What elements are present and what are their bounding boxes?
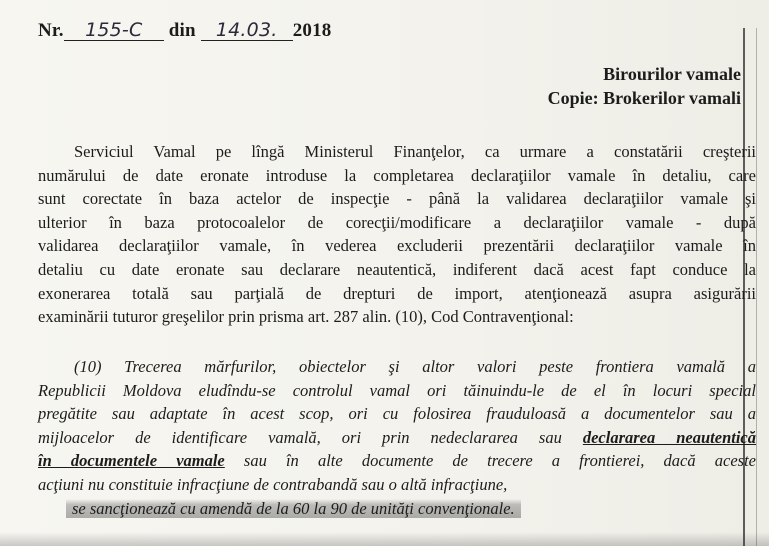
- body-line: numărului de date eronate introduse la completarea declaraţiilor vamale în detaliu, care: [38, 165, 756, 185]
- body-line: exonerarea totală sau parţială de drepturi de import, atenţionează asupra asigurării: [38, 283, 756, 303]
- body-paragraph: [38, 140, 756, 329]
- nr-label: Nr.: [38, 20, 64, 41]
- quote-line: acţiuni nu constituie infracţiune de contrabandă sau o altă infracţiune,: [38, 474, 508, 494]
- din-label: din: [168, 20, 196, 41]
- quote-sanction-line: [38, 497, 756, 521]
- quote-line: [38, 449, 756, 473]
- letter-header: [38, 20, 332, 42]
- body-line: validarea declaraţiilor vamale, în vederea excluderii prezentării declaraţiilor vamale în: [38, 236, 756, 256]
- body-line: detaliu cu date eronate sau declarare neautentică, indiferent dacă acest fapt conduce la: [38, 259, 756, 279]
- emphasis-declarare-neautentica: declararea neautentică: [582, 427, 756, 447]
- quote-line-text: sau în alte documente de trecere a frontierei, dacă aceste: [243, 451, 756, 471]
- body-line: examinării tuturor greşelilor prin prisma art. 287 alin. (10), Cod Contravenţional:: [38, 307, 574, 327]
- quote-line: pregătite sau adaptate în acest scop, ori cu folosirea frauduloasă a documentelor sau a: [38, 404, 756, 424]
- nr-handwritten-value: 155-C: [64, 20, 164, 41]
- quote-line: Republicii Moldova eludîndu-se controlul vamal ori tăinuindu-le de el în locuri special: [38, 380, 756, 400]
- addressee-primary: Birourilor vamale: [603, 64, 741, 84]
- quoted-article: [38, 355, 756, 520]
- quote-line-text: mijloacelor de identificare vamală, ori prin nedeclararea sau: [38, 427, 562, 447]
- date-handwritten-value: 14.03.: [201, 20, 293, 41]
- body-line: Serviciul Vamal pe lîngă Ministerul Finanţelor, ca urmare a constatării creşterii: [74, 142, 756, 161]
- quote-line: [38, 426, 756, 450]
- quote-line: (10) Trecerea mărfurilor, obiectelor şi altor valori peste frontiera vamală a: [74, 357, 756, 376]
- scan-edge-line: [756, 28, 757, 546]
- scan-bottom-shadow: [0, 532, 769, 546]
- body-line: ulterior în baza protocoalelor de corecţii/modificare a declaraţiilor vamale - după: [38, 212, 756, 232]
- emphasis-documente-vamale: în documentele vamale: [38, 451, 225, 471]
- addressee-copy: Copie: Brokerilor vamali: [547, 88, 741, 108]
- year-text: 2018: [292, 20, 332, 41]
- body-line: sunt corectate în baza actelor de inspecţie - până la validarea declaraţiilor vamale şi: [38, 189, 756, 209]
- highlighted-sanction: se sancţionează cu amendă de la 60 la 90 de unităţi convenţionale.: [66, 499, 521, 518]
